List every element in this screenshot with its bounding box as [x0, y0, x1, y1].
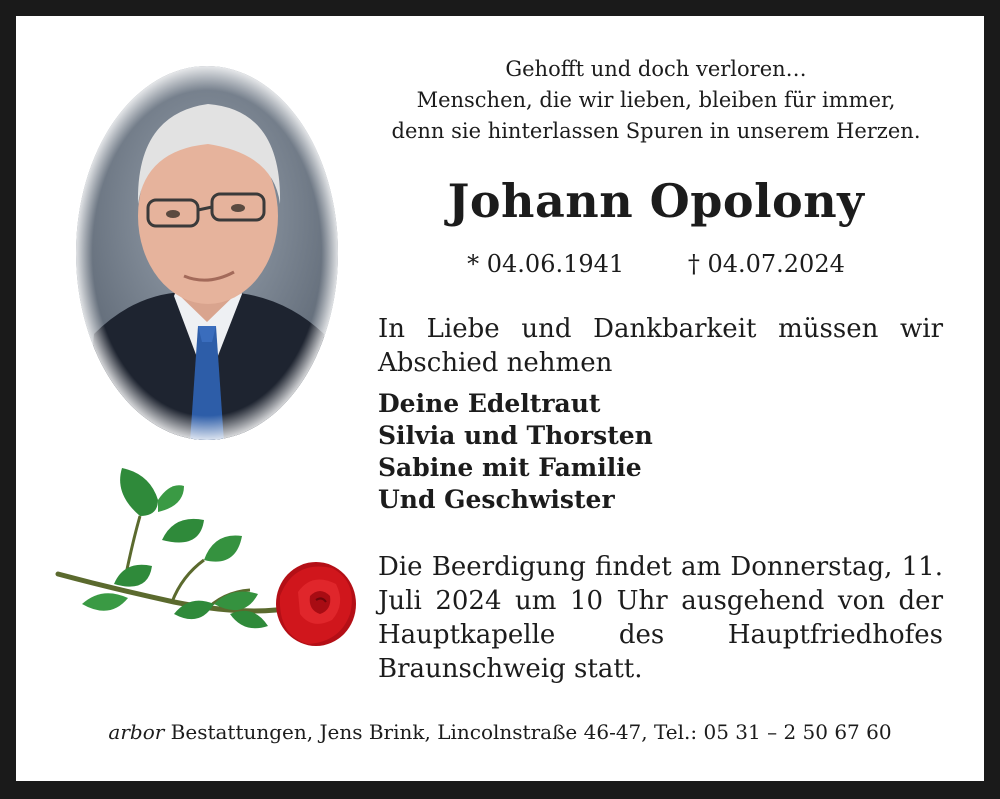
funeral-info: Die Beerdigung findet am Donnerstag, 11. Juli 2024 um 10 Uhr ausgehend von der Hauptkapelle des Hauptfriedhofes Braunschweig statt. [378, 552, 943, 684]
portrait-photo [74, 64, 340, 442]
red-rose-image [54, 464, 359, 664]
deceased-name: Johann Opolony [447, 174, 865, 228]
tribute-text: In Liebe und Dankbarkeit müssen wir Abschied nehmen [378, 314, 943, 378]
mourner-name: Sabine mit Familie [378, 453, 642, 482]
funeral-home-contact: Bestattungen, Jens Brink, Lincolnstraße 46-47, Tel.: 05 31 – 2 50 67 60 [170, 720, 892, 744]
poem-line: Menschen, die wir lieben, bleiben für immer, [416, 88, 896, 112]
memorial-poem [376, 54, 936, 147]
poem-line: Gehofft und doch verloren… [505, 57, 807, 81]
life-dates [376, 250, 936, 278]
mourner-name: Deine Edeltraut [378, 389, 601, 418]
mourners-list [378, 388, 938, 516]
mourner-name: Und Geschwister [378, 485, 615, 514]
obituary-notice [16, 16, 984, 781]
funeral-home-brand: arbor [108, 720, 165, 744]
death-date: † 04.07.2024 [687, 250, 845, 278]
mourner-name: Silvia und Thorsten [378, 421, 653, 450]
poem-line: denn sie hinterlassen Spuren in unserem Herzen. [391, 119, 921, 143]
funeral-home-footer [16, 720, 984, 744]
birth-date: * 04.06.1941 [467, 250, 625, 278]
